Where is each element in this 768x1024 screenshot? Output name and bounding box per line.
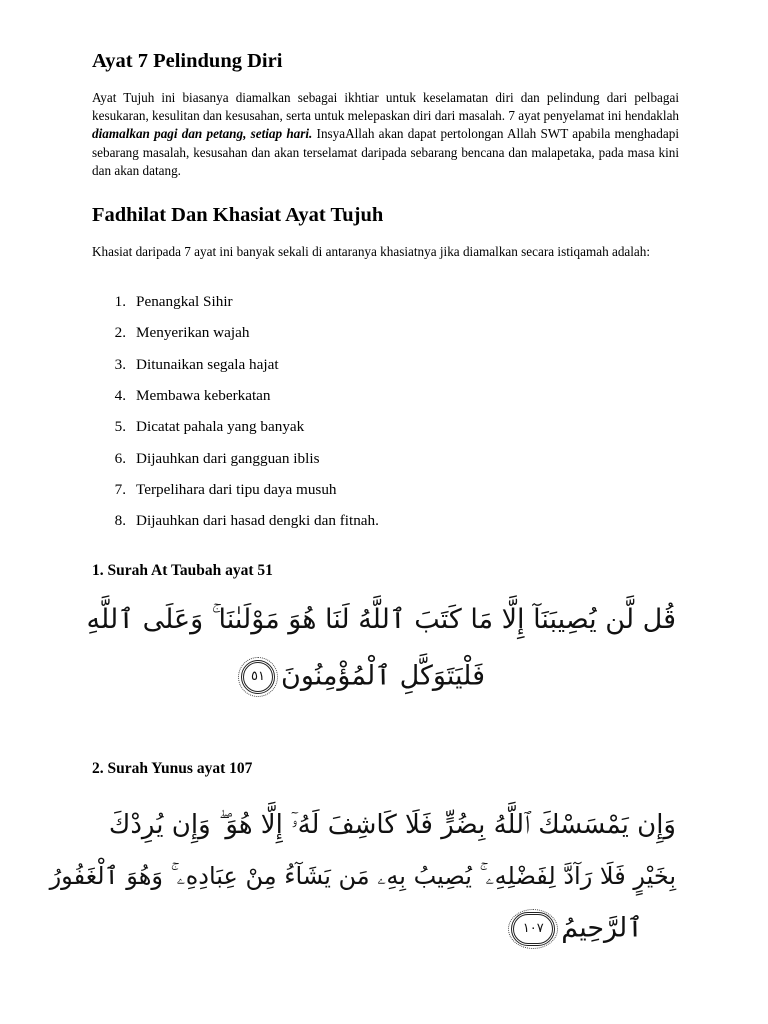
list-item-text: Dicatat pahala yang banyak <box>136 418 305 435</box>
verse-heading-at-taubah: 1. Surah At Taubah ayat 51 <box>92 562 273 579</box>
list-item-text: Menyerikan wajah <box>136 324 250 341</box>
arabic-verse-text: فَلْيَتَوَكَّلِ ٱلْمُؤْمِنُونَ <box>281 660 485 692</box>
list-item-text: Membawa keberkatan <box>136 387 271 404</box>
section-title-ayat-7: Ayat 7 Pelindung Diri <box>92 50 283 72</box>
list-item-number: 1. <box>114 293 126 310</box>
list-item-text: Dijauhkan dari hasad dengki dan fitnah. <box>136 512 379 529</box>
list-item-text: Dijauhkan dari gangguan iblis <box>136 450 320 467</box>
khasiat-intro: Khasiat daripada 7 ayat ini banyak sekali di antaranya khasiatnya jika diamalkan secara istiqamah adalah: <box>92 244 651 259</box>
list-item-number: 7. <box>114 481 126 498</box>
list-item-number: 6. <box>114 450 126 467</box>
list-item-number: 5. <box>114 418 126 435</box>
intro-paragraph <box>92 89 679 180</box>
arabic-verse-line-with-mark <box>511 912 643 946</box>
list-item-number: 2. <box>114 324 126 341</box>
ayah-number-icon: ٥١ <box>241 660 275 694</box>
ayah-number-icon: ١٠٧ <box>511 912 555 946</box>
list-item-number: 3. <box>114 356 126 373</box>
section-title-fadhilat: Fadhilat Dan Khasiat Ayat Tujuh <box>92 204 384 226</box>
list-item-number: 4. <box>114 387 126 404</box>
intro-text-part2: InsyaAllah akan dapat pertolongan Allah SWT apabila menghadapi sebarang masalah, kesusahan dan akan terselamat daripada sebarang bencana dan malapetaka, pada masa kini dan akan datang. <box>92 126 679 178</box>
arabic-verse-line: وَإِن يَمْسَسْكَ ٱللَّهُ بِضُرٍّ فَلَا كَاشِفَ لَهُۥٓ إِلَّا هُوَ ۖ وَإِن يُرِدْكَ <box>108 810 676 840</box>
list-item-text: Terpelihara dari tipu daya musuh <box>136 481 337 498</box>
arabic-verse-text: ٱلرَّحِيمُ <box>561 912 643 944</box>
verse-heading-yunus: 2. Surah Yunus ayat 107 <box>92 760 253 777</box>
arabic-verse-line-with-mark <box>241 660 485 694</box>
arabic-verse-line: بِخَيْرٍ فَلَا رَآدَّ لِفَضْلِهِۦ ۚ يُصِيبُ بِهِۦ مَن يَشَآءُ مِنْ عِبَادِهِۦ ۚ وَهُوَ ٱلْغَفُورُ <box>49 862 676 890</box>
intro-emphasis: diamalkan pagi dan petang, setiap hari. <box>92 126 313 142</box>
list-item-text: Ditunaikan segala hajat <box>136 356 279 373</box>
list-item-number: 8. <box>114 512 126 529</box>
list-item-text: Penangkal Sihir <box>136 293 233 310</box>
arabic-verse-line: قُل لَّن يُصِيبَنَآ إِلَّا مَا كَتَبَ ٱللَّهُ لَنَا هُوَ مَوْلَىٰنَا ۚ وَعَلَى ٱللَّهِ <box>86 604 676 635</box>
intro-text-part1: Ayat Tujuh ini biasanya diamalkan sebagai ikhtiar untuk keselamatan diri dan pelindung dari pelbagai kesukaran, kesulitan dan kesusahan, serta untuk melepaskan diri dari masalah. 7 ayat penyelamat ini hendaklah <box>92 90 680 124</box>
